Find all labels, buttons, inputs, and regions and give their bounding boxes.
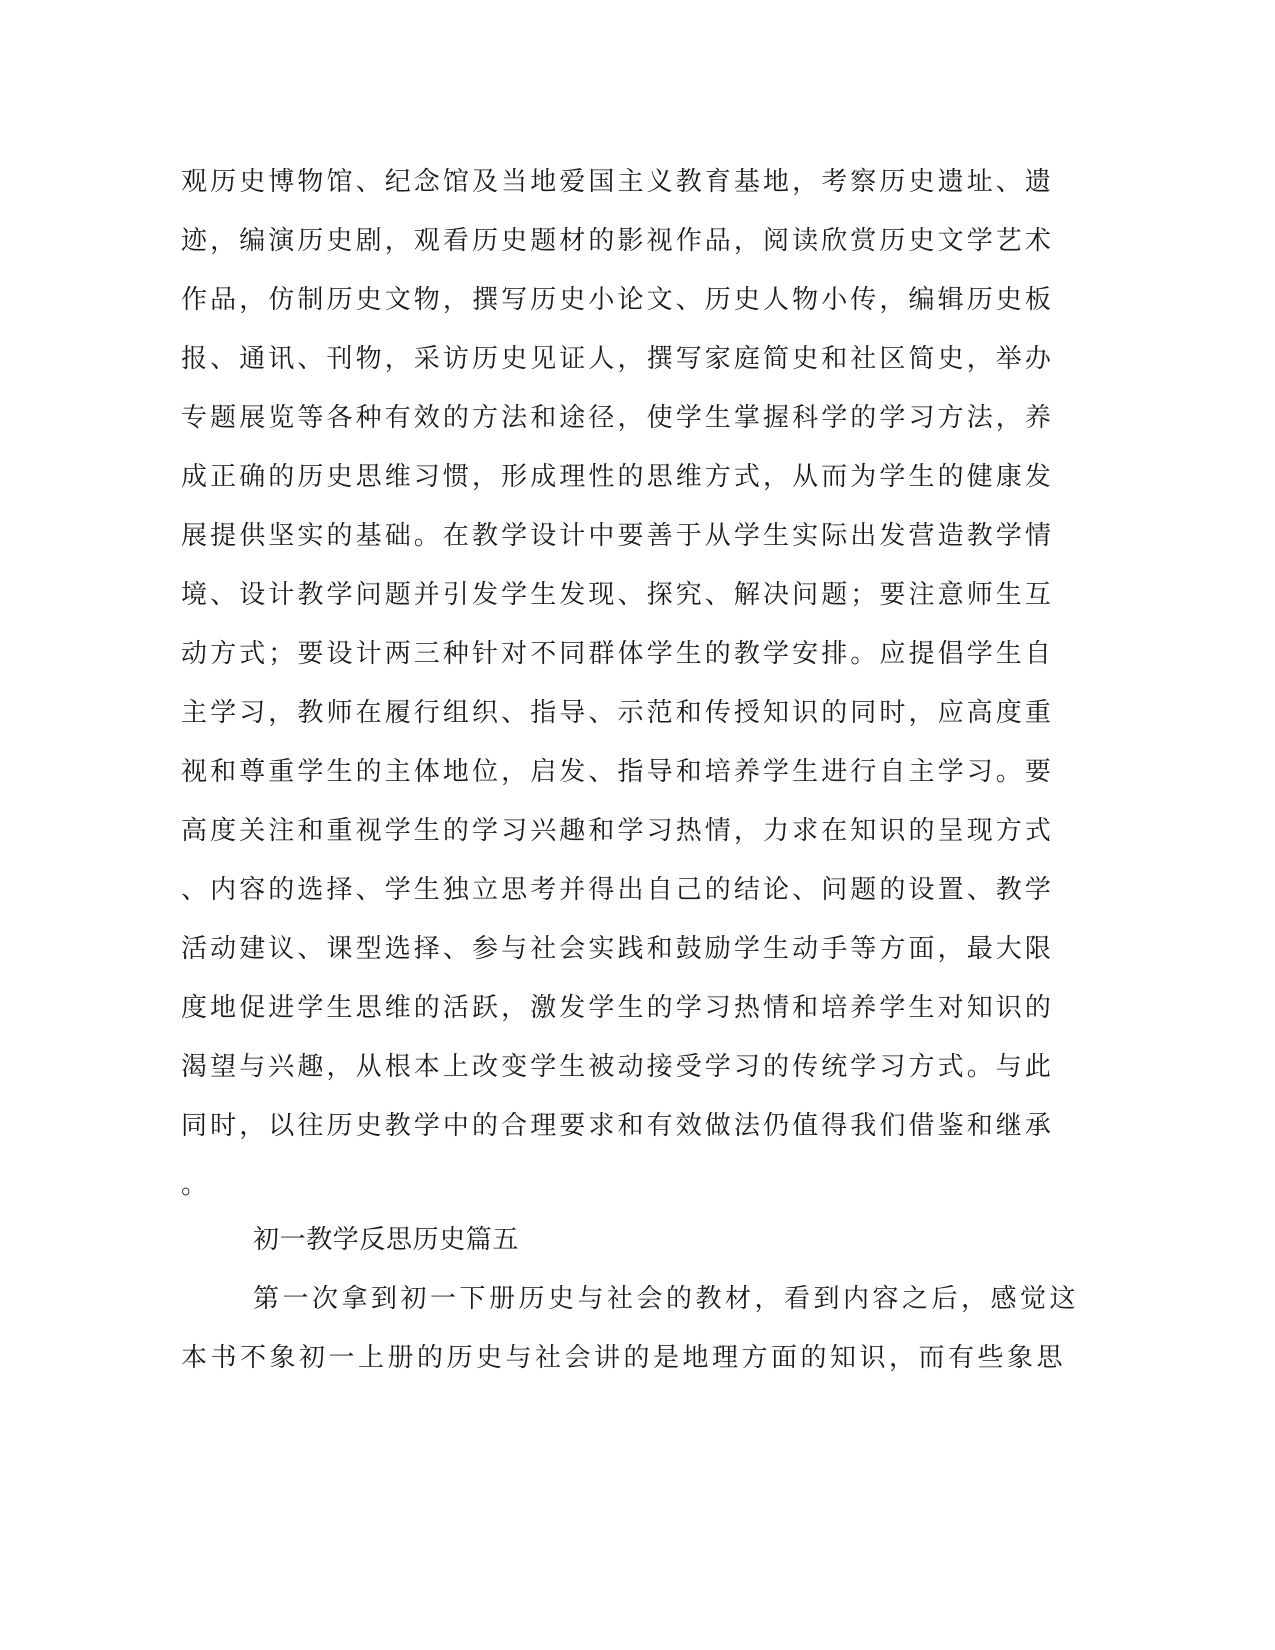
paragraph-line [0, 755, 1275, 789]
paragraph-line [0, 165, 1275, 199]
line-text: 视和尊重学生的主体地位，启发、指导和培养学生进行自主学习。要 [181, 757, 1055, 787]
line-text: 主学习，教师在履行组织、指导、示范和传授知识的同时，应高度重 [181, 698, 1055, 728]
paragraph-line [0, 932, 1275, 966]
paragraph-line [0, 1168, 1275, 1202]
line-text: 活动建议、课型选择、参与社会实践和鼓励学生动手等方面，最大限 [181, 934, 1055, 964]
line-text: 展提供坚实的基础。在教学设计中要善于从学生实际出发营造教学情 [181, 521, 1055, 551]
paragraph-line [0, 1341, 1275, 1375]
line-text: 、内容的选择、学生独立思考并得出自己的结论、问题的设置、教学 [181, 875, 1055, 905]
paragraph-line [0, 283, 1275, 317]
paragraph-line [0, 637, 1275, 671]
paragraph-line [0, 814, 1275, 848]
line-text: 迹，编演历史剧，观看历史题材的影视作品，阅读欣赏历史文学艺术 [181, 226, 1055, 256]
paragraph-line [0, 1050, 1275, 1084]
line-text: 本书不象初一上册的历史与社会讲的是地理方面的知识，而有些象思 [181, 1343, 1067, 1373]
line-text: 度地促进学生思维的活跃，激发学生的学习热情和培养学生对知识的 [181, 993, 1055, 1023]
paragraph-line [0, 696, 1275, 730]
paragraph-line [0, 519, 1275, 553]
line-text: 专题展览等各种有效的方法和途径，使学生掌握科学的学习方法，养 [181, 403, 1055, 433]
paragraph-line [0, 991, 1275, 1025]
line-text: 观历史博物馆、纪念馆及当地爱国主义教育基地，考察历史遗址、遗 [181, 167, 1055, 197]
line-text: 第一次拿到初一下册历史与社会的教材，看到内容之后，感觉这 [253, 1284, 1080, 1314]
line-text: 。 [181, 1170, 208, 1200]
paragraph-line [0, 1282, 1275, 1316]
paragraph-line [0, 460, 1275, 494]
paragraph-line [0, 401, 1275, 435]
paragraph-line [0, 873, 1275, 907]
paragraph-line [0, 578, 1275, 612]
line-text: 成正确的历史思维习惯，形成理性的思维方式，从而为学生的健康发 [181, 462, 1055, 492]
heading-text: 初一教学反思历史篇五 [253, 1225, 520, 1255]
paragraph-line [0, 342, 1275, 376]
paragraph-line [0, 1109, 1275, 1143]
line-text: 同时，以往历史教学中的合理要求和有效做法仍值得我们借鉴和继承 [181, 1111, 1055, 1141]
line-text: 高度关注和重视学生的学习兴趣和学习热情，力求在知识的呈现方式 [181, 816, 1055, 846]
line-text: 渴望与兴趣，从根本上改变学生被动接受学习的传统学习方式。与此 [181, 1052, 1055, 1082]
line-text: 境、设计教学问题并引发学生发现、探究、解决问题；要注意师生互 [181, 580, 1055, 610]
paragraph-line [0, 224, 1275, 258]
section-heading [0, 1223, 1275, 1257]
line-text: 动方式；要设计两三种针对不同群体学生的教学安排。应提倡学生自 [181, 639, 1055, 669]
line-text: 报、通讯、刊物，采访历史见证人，撰写家庭简史和社区简史，举办 [181, 344, 1055, 374]
line-text: 作品，仿制历史文物，撰写历史小论文、历史人物小传，编辑历史板 [181, 285, 1055, 315]
